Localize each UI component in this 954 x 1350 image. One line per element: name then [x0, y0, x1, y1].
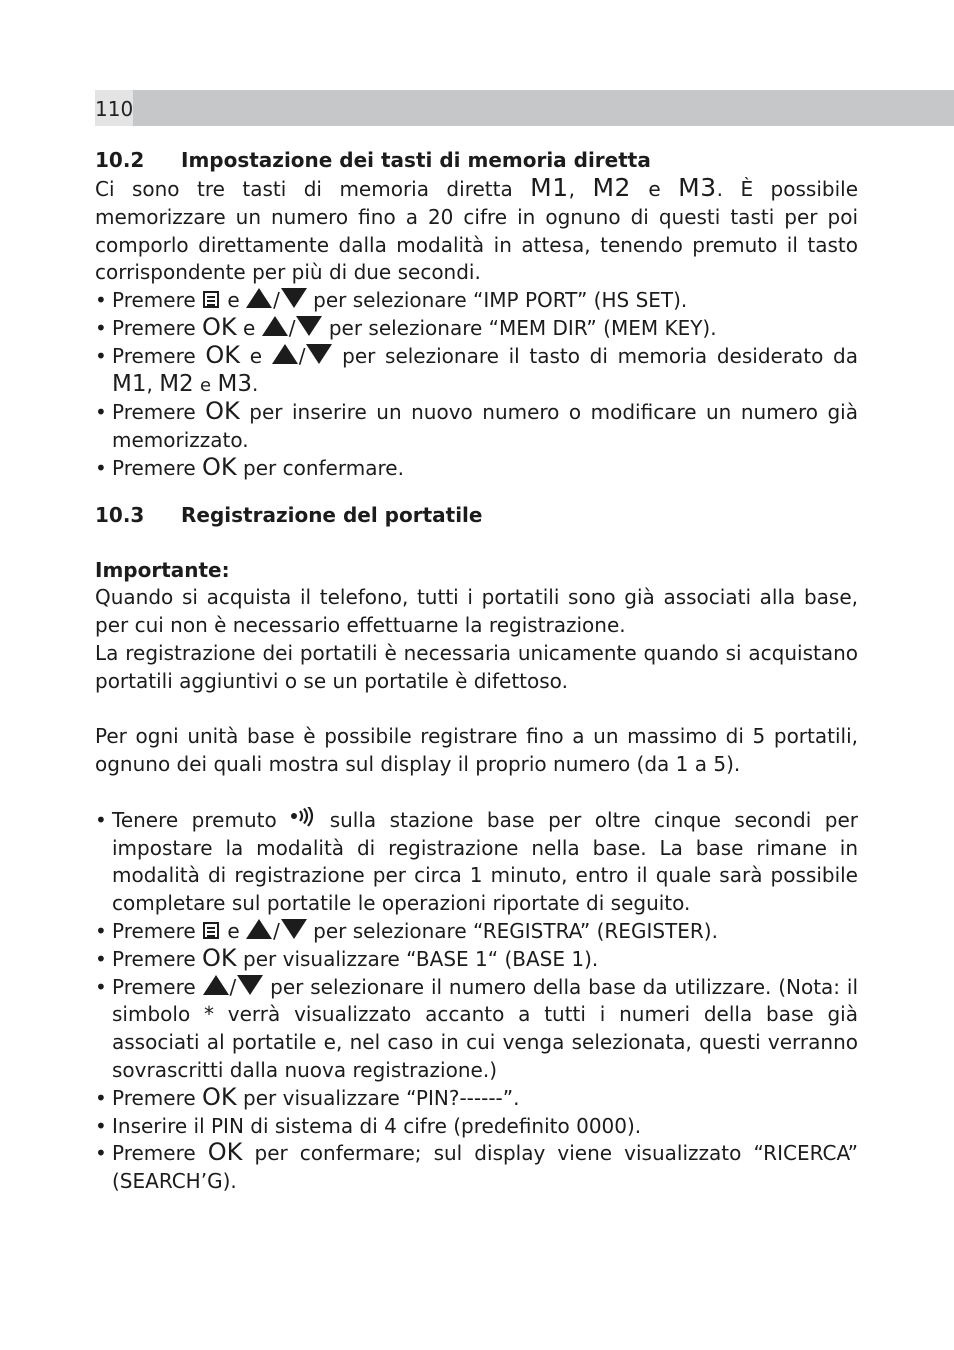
list-item: • Premere OK per visualizzare “PIN?------”.: [95, 1085, 858, 1113]
arrow-up-icon: [272, 344, 298, 364]
menu-icon: [203, 291, 219, 308]
list-item: • Premere e / per selezionare “REGISTRA” (REGISTER).: [95, 918, 858, 946]
intro-paragraph: Ci sono tre tasti di memoria diretta M1, M2 e M3. È possibile memorizzare un numero fino a 20 cifre in ognuno di questi tasti per poi comporlo direttamente dalla modalità in attesa, tenendo premuto il tasto corrispondente per più di due secondi.: [95, 173, 858, 285]
ok-key-label: OK: [202, 943, 237, 972]
list-item: • Premere OK per visualizzare “BASE 1“ (BASE 1).: [95, 946, 858, 974]
arrow-up-icon: [246, 288, 272, 308]
list-item: • Premere e / per selezionare “IMP PORT” (HS SET).: [95, 287, 858, 315]
paragraph: Per ogni unità base è possibile registrare fino a un massimo di 5 portatili, ognuno dei quali mostra sul display il proprio numero (da 1 a 5).: [95, 724, 858, 777]
instruction-list-10-2: [95, 287, 858, 483]
arrow-down-icon: [306, 344, 332, 364]
arrow-up-icon: [246, 919, 272, 939]
page-icon: [290, 807, 316, 829]
ok-key-label: OK: [207, 1138, 243, 1167]
important-label: Importante:: [95, 557, 230, 582]
list-item: • Tenere premuto sulla stazione base per oltre cinque secondi per impostare la modalità di registrazione nella base. La base rimane in modalità di registrazione per circa 1 minuto, entro il quale sarà possibile completare sul portatile le operazioni riportate di seguito.: [95, 807, 858, 918]
ok-key-label: OK: [205, 340, 240, 369]
list-item: • Premere / per selezionare il numero della base da utilizzare. (Nota: il simbolo * verrà visualizzato accanto a tutti i numeri della base già associati al portatile e, nel caso in cui venga selezionata, questi verranno sovrascritti dalla nuova registrazione.): [95, 974, 858, 1085]
arrow-up-icon: [262, 316, 288, 336]
list-item: • Premere OK per confermare; sul display viene visualizzato “RICERCA” (SEARCH’G).: [95, 1140, 858, 1196]
header-bar: [95, 90, 954, 126]
section-heading-10-3: [95, 501, 858, 529]
paragraph: La registrazione dei portatili è necessaria unicamente quando si acquistano portatili aggiuntivi o se un portatile è difettoso.: [95, 640, 858, 693]
arrow-down-icon: [296, 316, 322, 336]
ok-key-label: OK: [202, 452, 237, 481]
ok-key-label: OK: [205, 397, 240, 426]
instruction-list-10-3: [95, 807, 858, 1196]
arrow-down-icon: [281, 288, 307, 308]
section-number: 10.2: [95, 148, 145, 172]
list-item: • Premere OK e / per selezionare il tasto di memoria desiderato da M1, M2 e M3.: [95, 343, 858, 400]
arrow-up-icon: [203, 975, 229, 995]
m2-key-label: M2: [592, 173, 631, 202]
list-item: • Inserire il PIN di sistema di 4 cifre (predefinito 0000).: [95, 1113, 858, 1141]
section-heading-10-2: [95, 146, 858, 174]
section-number: 10.3: [95, 502, 145, 527]
m2-key-label: M2: [159, 370, 194, 397]
section-title: Registrazione del portatile: [181, 502, 483, 527]
m3-key-label: M3: [678, 173, 717, 202]
arrow-down-icon: [281, 919, 307, 939]
menu-icon: [203, 922, 219, 939]
list-item: • Premere OK per inserire un nuovo numero o modificare un numero già memorizzato.: [95, 399, 858, 455]
page-number: 110: [95, 90, 133, 126]
ok-key-label: OK: [202, 1082, 237, 1111]
m3-key-label: M3: [217, 370, 252, 397]
m1-key-label: M1: [530, 173, 569, 202]
list-item: • Premere OK per confermare.: [95, 455, 858, 483]
section-title: Impostazione dei tasti di memoria diretta: [181, 148, 651, 172]
list-item: • Premere OK e / per selezionare “MEM DIR” (MEM KEY).: [95, 315, 858, 343]
arrow-down-icon: [237, 975, 263, 995]
page-content: [95, 146, 858, 1196]
paragraph: Quando si acquista il telefono, tutti i portatili sono già associati alla base, per cui non è necessario effettuarne la registrazione.: [95, 585, 858, 638]
ok-key-label: OK: [202, 312, 237, 341]
m1-key-label: M1: [112, 370, 147, 397]
